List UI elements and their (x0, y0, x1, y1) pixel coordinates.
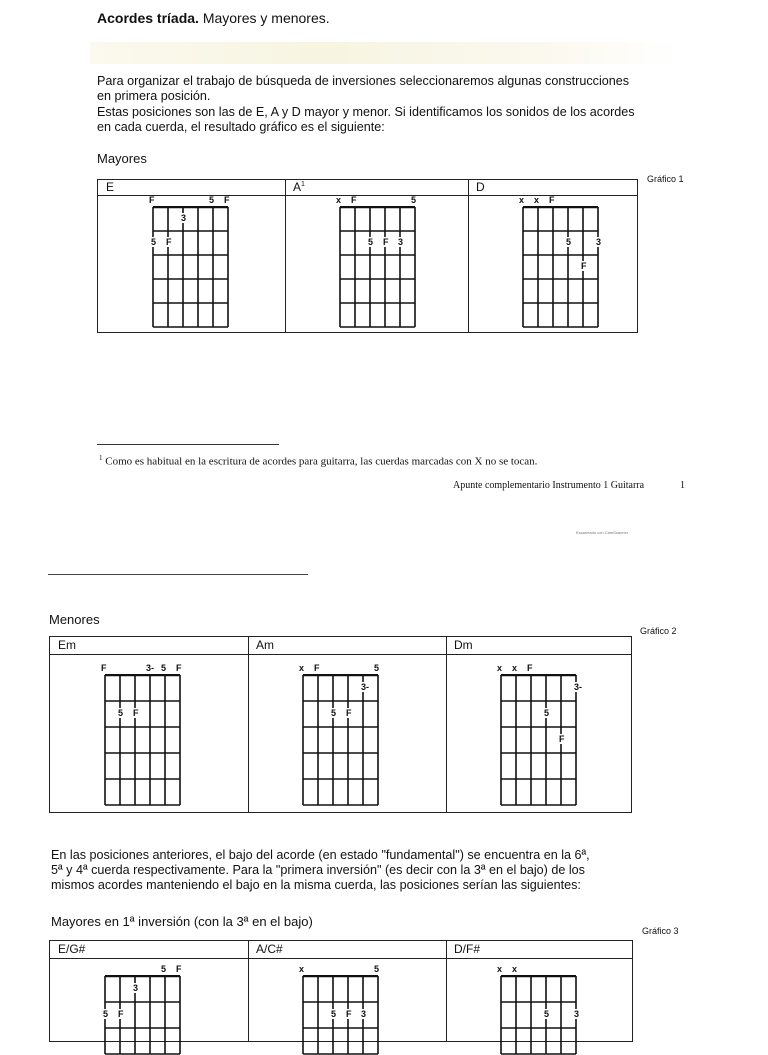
chord-diagram-grid (339, 206, 416, 328)
intro-line-4: en cada cuerda, el resultado gráfico es el siguiente: (97, 120, 385, 134)
chord-column-divider (285, 180, 286, 332)
section-mayores-inversion: Mayores en 1ª inversión (con la 3ª en el bajo) (51, 914, 313, 929)
fret-note-mark: F (118, 1009, 124, 1019)
chord-name: Em (58, 637, 76, 652)
fret-note-mark: 3 (361, 1009, 367, 1019)
fret-note-mark: 5 (118, 708, 124, 718)
muted-string-mark: x (534, 195, 540, 205)
chord-column-divider (248, 941, 249, 1041)
scanned-note: Escaneado con CamScanner (576, 530, 629, 535)
chord-footnote-ref: 1 (301, 180, 305, 188)
open-string-mark: F (527, 663, 533, 673)
page-footer: Apunte complementario Instrumento 1 Guitarra (453, 480, 645, 491)
title-bold: Acordes tríada. (97, 10, 199, 26)
fret-note-mark: 3 (398, 237, 404, 247)
explanation-line-3: mismos acordes manteniendo el bajo en la misma cuerda, las posiciones serían las siguientes: (51, 878, 581, 892)
chord-diagram-grid (302, 674, 379, 806)
chord-column-divider (446, 637, 447, 812)
muted-string-mark: x (299, 663, 305, 673)
open-string-mark: 5 (161, 663, 167, 673)
footnote (99, 454, 537, 468)
open-string-mark: F (351, 195, 357, 205)
open-string-mark: 3- (146, 663, 155, 673)
open-string-mark: 5 (209, 195, 215, 205)
grafico-2-label: Gráfico 2 (640, 626, 677, 636)
chord-diagram-grid (302, 975, 379, 1055)
muted-string-mark: x (497, 663, 503, 673)
open-string-mark: 5 (161, 964, 167, 974)
footnote-rule (97, 444, 279, 445)
explanation-line-1: En las posiciones anteriores, el bajo del acorde (en estado "fundamental") se encuentra en la 6ª, (51, 848, 590, 862)
fret-note-mark: 5 (566, 237, 572, 247)
chord-name: A/C# (256, 941, 283, 956)
open-string-mark: F (101, 663, 107, 673)
open-string-mark: F (176, 663, 182, 673)
footnote-number: 1 (99, 454, 103, 462)
fret-note-mark: 5 (103, 1009, 109, 1019)
muted-string-mark: x (519, 195, 525, 205)
muted-string-mark: x (512, 964, 518, 974)
fret-note-mark: 3 (596, 237, 602, 247)
fret-note-mark: F (559, 734, 565, 744)
fret-note-mark: F (133, 708, 139, 718)
page-number: 1 (680, 480, 685, 491)
open-string-mark: 5 (374, 663, 380, 673)
fret-note-mark: F (581, 261, 587, 271)
chord-column-divider (248, 637, 249, 812)
chord-name: D (476, 179, 485, 194)
chord-column-divider (446, 941, 447, 1041)
grafico-1-label: Gráfico 1 (647, 174, 684, 184)
chord-name: D/F# (454, 941, 481, 956)
chord-table-mayores (97, 179, 638, 333)
intro-line-3: Estas posiciones son las de E, A y D mayor y menor. Si identificamos los sonidos de los acordes (97, 105, 635, 119)
chord-table-header (98, 180, 637, 196)
chord-diagram-grid (104, 975, 181, 1055)
open-string-mark: 5 (374, 964, 380, 974)
open-string-mark: F (224, 195, 230, 205)
fret-note-mark: F (383, 237, 389, 247)
fret-note-mark: 5 (544, 1009, 550, 1019)
fret-note-mark: 3 (181, 213, 187, 223)
open-string-mark: F (149, 195, 155, 205)
fret-note-mark: 5 (151, 237, 157, 247)
chord-diagram-grid (500, 975, 577, 1055)
title-rest: Mayores y menores. (198, 10, 330, 26)
chord-name: E/G# (58, 941, 86, 956)
muted-string-mark: x (512, 663, 518, 673)
chord-name: E (106, 179, 115, 194)
fret-note-mark: F (346, 1009, 352, 1019)
chord-table-header (50, 941, 632, 959)
fret-note-mark: 5 (544, 708, 550, 718)
muted-string-mark: x (497, 964, 503, 974)
open-string-mark: F (176, 964, 182, 974)
fret-note-mark: 3 (574, 1009, 580, 1019)
chord-table-menores (49, 636, 632, 813)
open-string-mark: 5 (411, 195, 417, 205)
page-title (97, 10, 330, 26)
section-menores: Menores (49, 612, 100, 627)
fret-note-mark: 3- (574, 682, 583, 692)
fret-note-mark: 5 (331, 1009, 337, 1019)
chord-name: Am (256, 637, 274, 652)
muted-string-mark: x (336, 195, 342, 205)
chord-table-inversiones (49, 940, 633, 1042)
section-mayores: Mayores (97, 151, 147, 166)
fret-note-mark: 3 (133, 983, 139, 993)
open-string-mark: F (549, 195, 555, 205)
page-separator (48, 574, 308, 575)
chord-diagram-grid (104, 674, 181, 806)
chord-name: $A^1$ (293, 179, 305, 194)
explanation-line-2: 5ª y 4ª cuerda respectivamente. Para la "primera inversión" (es decir con la 3ª en el bajo) de los (51, 863, 585, 877)
fret-note-mark: F (346, 708, 352, 718)
grafico-3-label: Gráfico 3 (642, 926, 679, 936)
intro-line-1: Para organizar el trabajo de búsqueda de inversiones seleccionaremos algunas construcciones (97, 74, 630, 88)
open-string-mark: F (314, 663, 320, 673)
chord-column-divider (468, 180, 469, 332)
fret-note-mark: 5 (331, 708, 337, 718)
fret-note-mark: 5 (368, 237, 374, 247)
footnote-text: Como es habitual en la escritura de acordes para guitarra, las cuerdas marcadas con X no se tocan. (105, 455, 538, 468)
chord-diagram-grid (152, 206, 229, 328)
fret-note-mark: 3- (361, 682, 370, 692)
fret-note-mark: F (166, 237, 172, 247)
scan-smudge (90, 42, 680, 64)
chord-name: Dm (454, 637, 473, 652)
muted-string-mark: x (299, 964, 305, 974)
intro-line-2: en primera posición. (97, 89, 211, 103)
chord-table-header (50, 637, 631, 655)
